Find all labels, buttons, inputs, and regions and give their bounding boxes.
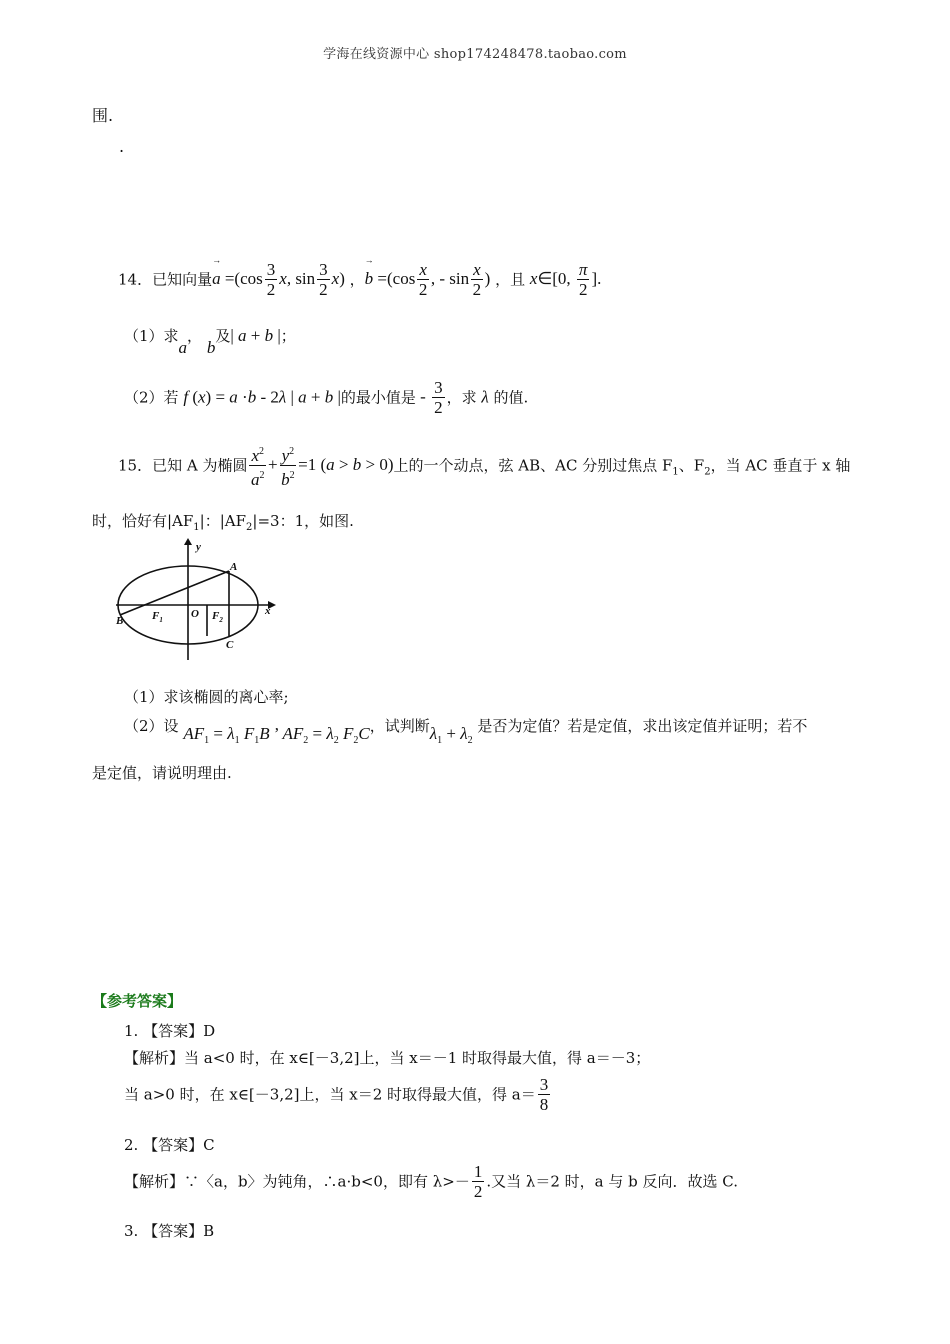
q15-part1: （1）求该椭圆的离心率; [124, 688, 289, 706]
ellipse-figure [112, 538, 282, 662]
label-y: y [196, 541, 201, 553]
label-o: O [191, 608, 199, 620]
q14-part2: （2）若 f (x) = a ·b - 2λ | a + b |的最小值是 - $\frac{3}{2}$ ，求 λ 的值. [124, 378, 529, 417]
q15-part2: （2）设 $AF_1 = \lambda_1$ $F_1B$ ’ $AF_2 = \lambda_2$ $F_2C$，试判断$\lambda_1 + \lambda_2$ 是否为定值？若是定值，求出该定值并证明；若不 [124, 717, 808, 746]
q14-vector-b: → b =(cos $\frac{x}{2}$ , - sin $\frac{x}{2}$ ) [365, 269, 491, 288]
label-b: B [116, 615, 124, 627]
label-a: A [230, 561, 238, 573]
q14-part2-label: （2）若 [124, 388, 179, 407]
answer-1: 1. 【答案】D [124, 1022, 216, 1040]
q14-prefix: 14．已知向量 [118, 270, 213, 289]
answers-heading: 【参考答案】 [92, 992, 183, 1010]
continued-text: 围. [92, 106, 114, 125]
q14-vector-a: → a =(cos $\frac{3}{2}$ x, sin $\frac{3}{2}$ x) [212, 269, 345, 288]
chord-ab [120, 571, 229, 615]
label-f2: $F_2$ [212, 610, 223, 624]
y-axis-arrow [184, 538, 192, 545]
q14-part1-label: （1）求 [124, 327, 179, 345]
answer-1-explanation-2: 当 a>0 时，在 x∈[－3,2]上，当 x＝2 时取得最大值，得 a＝ $\frac{3}{8}$ [124, 1075, 549, 1114]
q15-ellipse-equation: $\frac{x^2}{a^2}$ + $\frac{y^2}{b^2}$ =1 (a > b > 0) [247, 455, 393, 474]
question-14: 14．已知向量→ a =(cos $\frac{3}{2}$ x, sin $\frac{3}{2}$ x) ，→ b =(cos $\frac{x}{2}$ , - sin $\frac{x}{2}$ ) ，且 x∈[0, $\frac{\pi}{2}$ ]. [118, 261, 601, 300]
label-x: x [265, 605, 271, 617]
question-15: 15．已知 A 为椭圆 $\frac{x^2}{a^2}$ + $\frac{y^2}{b^2}$ =1 (a > b > 0)上的一个动点，弦 AB、AC 分别过焦点 $F_1$、$F_2$，当 AC 垂直于 x 轴 [118, 443, 850, 490]
answer-2: 2. 【答案】C [124, 1136, 215, 1154]
page-header: 学海在线资源中心 shop174248478.taobao.com [323, 47, 627, 62]
q15-line2: 时，恰好有$|AF_1|$：$|AF_2|=3$：1，如图. [92, 512, 354, 533]
answer-1-explanation-1: 【解析】当 a<0 时，在 x∈[－3,2]上，当 x＝－1 时取得最大值，得 a＝－3； [124, 1049, 651, 1067]
label-c: C [226, 639, 234, 651]
q14-domain: x∈[0, $\frac{\pi}{2}$ ]. [529, 260, 602, 299]
answer-3: 3. 【答案】B [124, 1222, 215, 1240]
q15-part2-line2: 是定值，请说明理由. [92, 764, 232, 782]
answer-2-explanation: 【解析】∵〈a，b〉为钝角，∴a·b<0，即有 λ>－ $\frac{1}{2}$ .又当 λ＝2 时，a 与 b 反向．故选 C. [124, 1162, 739, 1201]
q15-prefix: 15．已知 A 为椭圆 [118, 456, 248, 475]
label-f1: $F_1$ [152, 610, 163, 624]
q14-part1: （1）求a， b及| a + b |； [124, 326, 296, 357]
stray-dot: . [119, 137, 125, 156]
